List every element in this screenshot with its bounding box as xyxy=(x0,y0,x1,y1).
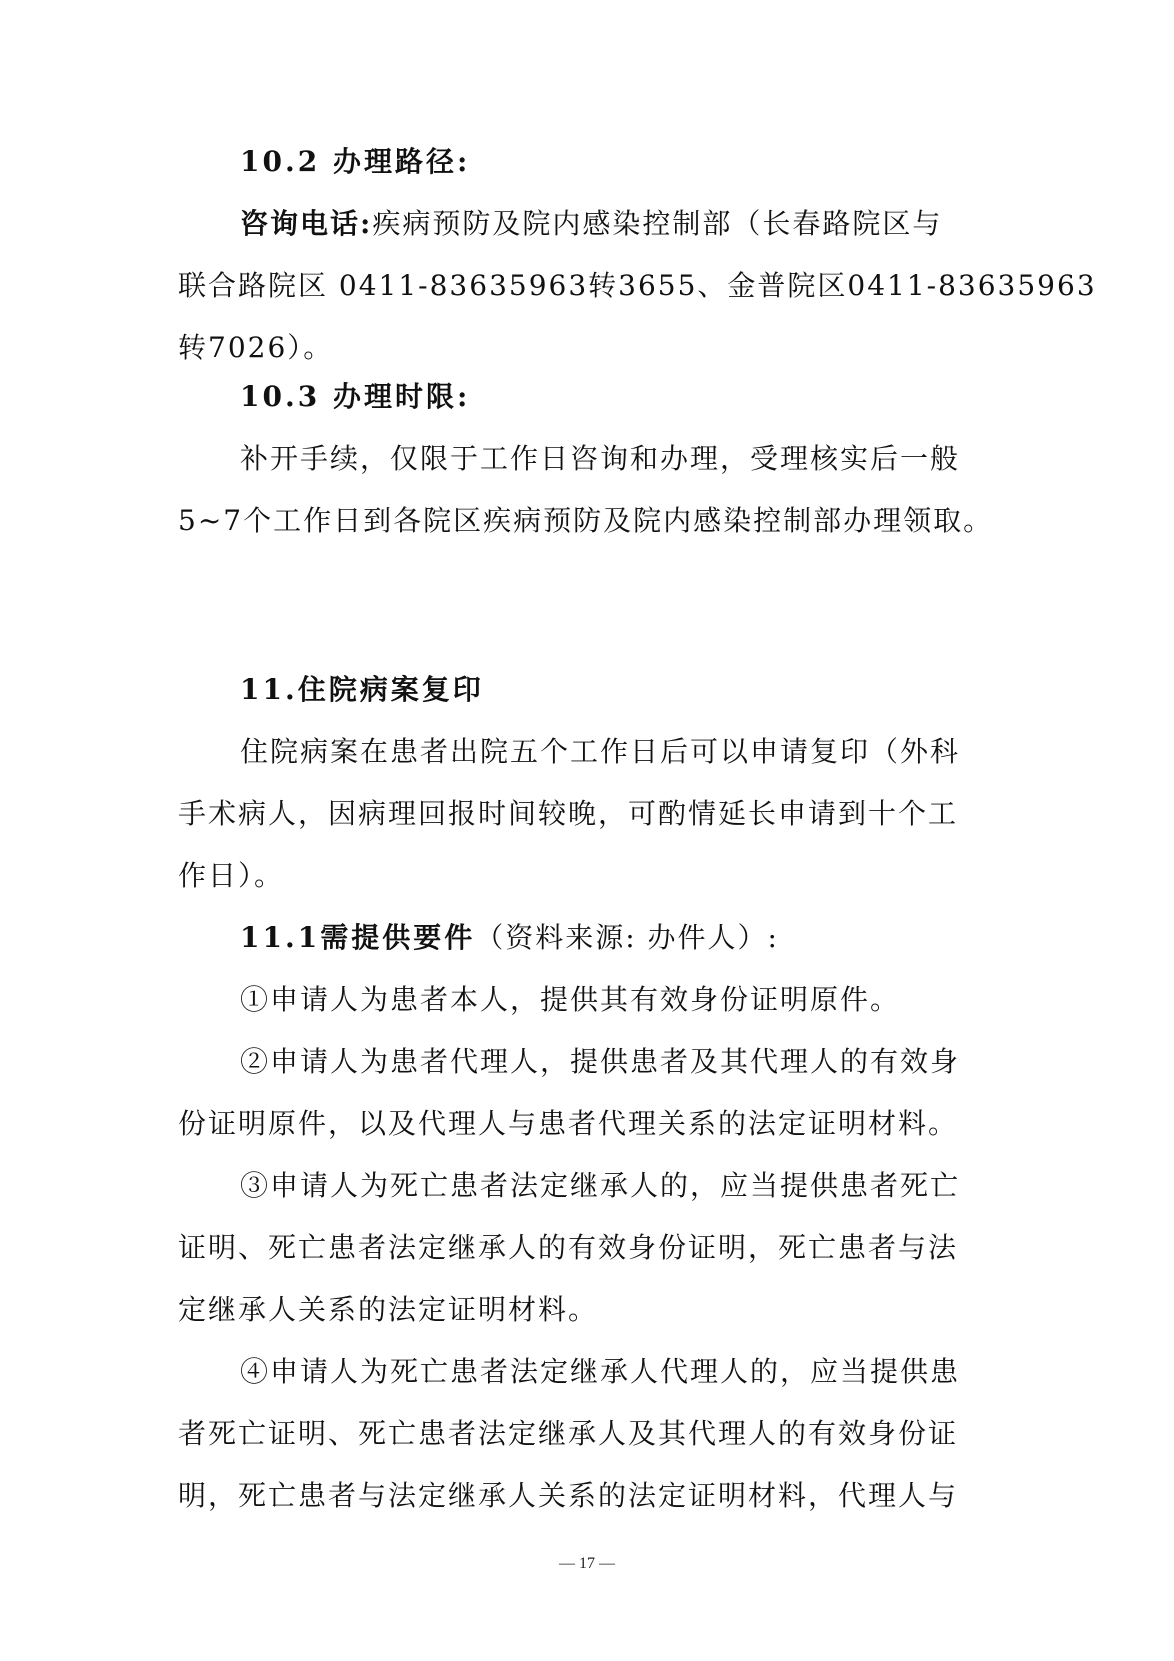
contact-line-3: 转7026）。 xyxy=(178,331,334,364)
contact-line-1 xyxy=(178,193,1006,255)
section-10-3 xyxy=(178,366,1006,552)
item-3-line-1: ③申请人为死亡患者法定继承人的，应当提供患者死亡 xyxy=(240,1169,961,1202)
contact-line-2: 联合路院区 0411-83635963转3655、金普院区0411-83635963 xyxy=(178,269,1097,302)
heading-11: 11.住院病案复印 xyxy=(240,673,484,706)
section-11 xyxy=(178,659,1006,907)
item-4-line-3: 明，死亡患者与法定继承人关系的法定证明材料，代理人与 xyxy=(178,1479,959,1512)
item-4-line-1: ④申请人为死亡患者法定继承人代理人的，应当提供患 xyxy=(240,1355,961,1388)
item-3-line-3: 定继承人关系的法定证明材料。 xyxy=(178,1293,599,1326)
heading-10-2: 10.2 办理路径: xyxy=(240,145,471,178)
time-limit-line-1: 补开手续，仅限于工作日咨询和办理，受理核实后一般 xyxy=(240,442,961,475)
intro-line-3: 作日）。 xyxy=(178,859,285,892)
contact-text-1: 疾病预防及院内感染控制部（长春路院区与 xyxy=(372,207,943,240)
item-1-line-1: ①申请人为患者本人，提供其有效身份证明原件。 xyxy=(240,983,901,1016)
heading-11-1-source: （资料来源: 办件人）: xyxy=(475,921,779,954)
item-2-line-1: ②申请人为患者代理人，提供患者及其代理人的有效身 xyxy=(240,1045,961,1078)
section-10-2 xyxy=(178,131,1097,379)
item-4-line-2: 者死亡证明、死亡患者法定继承人及其代理人的有效身份证 xyxy=(178,1417,959,1450)
time-limit-line-2: 5~7个工作日到各院区疾病预防及院内感染控制部办理领取。 xyxy=(178,504,994,537)
intro-line-1: 住院病案在患者出院五个工作日后可以申请复印（外科 xyxy=(240,735,961,768)
heading-10-3: 10.3 办理时限: xyxy=(240,380,471,413)
page-number: — 17 — xyxy=(559,1555,615,1572)
section-11-1 xyxy=(178,907,1006,1527)
heading-11-1 xyxy=(178,907,1006,969)
heading-11-1-bold: 11.1需提供要件 xyxy=(240,921,476,954)
intro-line-2: 手术病人，因病理回报时间较晚，可酌情延长申请到十个工 xyxy=(178,797,959,830)
item-2-line-2: 份证明原件，以及代理人与患者代理关系的法定证明材料。 xyxy=(178,1107,959,1140)
item-3-line-2: 证明、死亡患者法定继承人的有效身份证明，死亡患者与法 xyxy=(178,1231,959,1264)
contact-label: 咨询电话: xyxy=(240,207,373,240)
